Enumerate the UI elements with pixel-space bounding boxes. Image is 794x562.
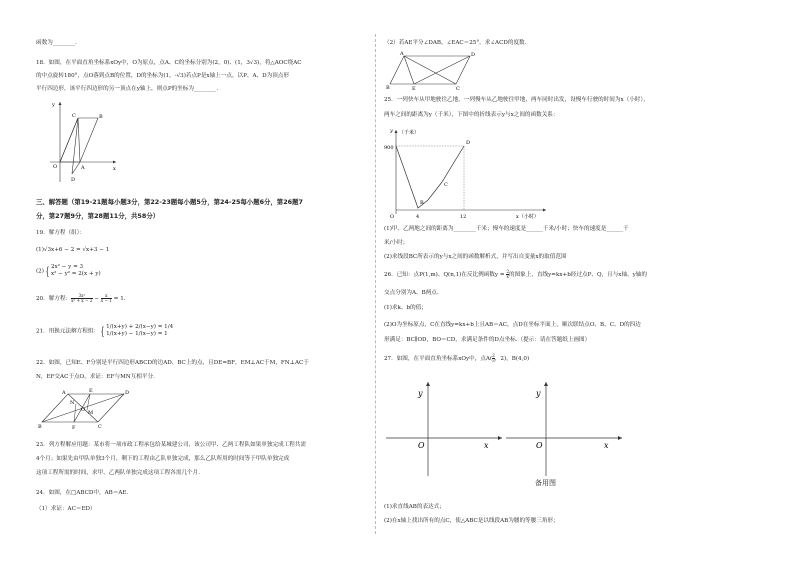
fig27-o2: O	[536, 441, 543, 450]
fig25-y: y	[390, 128, 393, 134]
q27-part1: (1)求直线AB的表达式；	[384, 504, 445, 510]
fig18-c: C	[72, 113, 76, 119]
q20-frac1-num: 3x²	[71, 294, 92, 299]
q19-title: 19．解方程（组）：	[36, 230, 86, 236]
q18-figure	[40, 100, 120, 185]
q26-post: 的图象上，直线y=kx+b经过点P、Q，且与x轴、y轴的	[508, 272, 647, 278]
q20-frac1	[71, 294, 92, 303]
q17-tail: 函数为________.	[36, 40, 77, 46]
q26-line2: 交点分别为A、B两点.	[384, 290, 439, 296]
q19-system	[51, 264, 101, 278]
q27-pre: 27．如图，在平面直角坐标系xOy中，点A(	[384, 356, 493, 362]
q26-frac-den: x	[506, 274, 509, 279]
fig18-o: O	[53, 164, 58, 170]
q26-part1: (1)求k、b的值；	[384, 305, 427, 311]
q26-part2a: (2)O为坐标原点，C在直线y=kx+b上且AB＝AC，点D在坐标平面上，顺次联结点O、B、C、D的四边	[384, 322, 641, 328]
q20-frac2-num: x	[101, 294, 112, 299]
q18-line2: 的中点旋转180°，点O落到点B的位置，D的坐标为(1，-√3)若点P是x轴上一点，以P、A、D为顶点形	[36, 73, 289, 79]
q27-post: ，2)，B(4,0)	[494, 356, 530, 362]
q27-axes	[386, 378, 626, 478]
q25-part1b: 米/小时；	[384, 240, 409, 246]
q19-brace: {	[45, 264, 50, 278]
fig18-x: x	[113, 166, 116, 172]
q21-eq1: 1/(x+y) + 2/(x−y) = 1/4	[106, 324, 174, 330]
q18-line3: 平行四边形，该平行四边形的另一顶点在y轴上，则点P的坐标为________.	[36, 86, 219, 92]
fig22-o: O	[81, 407, 86, 413]
fig25-o: O	[390, 214, 395, 220]
q25-line1: 25．一列快车从甲地驶往乙地，一列慢车从乙地驶往甲地，两车同时出发，设慢车行驶的时间为x（小时），	[384, 97, 649, 103]
q20-label: 20．解方程：	[36, 296, 72, 302]
q27-line1	[384, 354, 529, 363]
q23-line2: 4个月；如果先由甲队单独3个月，剩下的工程由乙队单独完成，那么乙队所用的时间等于甲队单独完成	[36, 456, 290, 462]
fig24-c: C	[456, 86, 460, 92]
fig27-y2: y	[536, 389, 541, 398]
q22-figure	[38, 386, 128, 430]
fig25-12: 12	[460, 214, 467, 220]
q26-line1	[384, 270, 647, 279]
q27-frac-den: 3	[492, 358, 495, 363]
q19-part1: (1)√3x+6 − 2 = √x+3 − 1	[36, 247, 110, 253]
q24-figure	[386, 50, 480, 92]
fig25-c: C	[444, 182, 448, 188]
q25-graph	[384, 124, 554, 222]
q22-line2: N，EF交AC于点O，求证：EF与MN互相平分.	[36, 374, 155, 380]
section3-line2: 分，第27题9分，第28题11分，共58分）	[36, 212, 160, 220]
q21-brace: {	[100, 324, 105, 338]
fig24-a: A	[400, 51, 404, 57]
q23-line1: 23．列方程解应用题：某市将一项市政工程承包给某城建公司，该公司甲、乙两工程队如果单独完成工程共需	[36, 442, 307, 448]
fig27-x1: x	[484, 441, 489, 450]
fig24-b: B	[386, 85, 390, 91]
fig25-x: x（小时）	[516, 214, 539, 220]
fig22-b: B	[38, 424, 42, 430]
q20-frac2	[101, 294, 112, 303]
fig25-unit: （千米）	[399, 130, 420, 136]
fig25-4: 4	[416, 214, 420, 220]
q27-part2: (2)在x轴上找出所有的点C，使△ABC是以线段AB为腰的等腰三角形；	[384, 518, 559, 524]
fig25-b: B	[420, 200, 424, 206]
fig18-d: D	[71, 177, 76, 183]
q20-minus: −	[92, 296, 101, 302]
fig18-y: y	[52, 102, 55, 108]
fig18-b: B	[99, 114, 103, 120]
fig24-e: E	[412, 86, 416, 92]
q26-pre: 26．已知：点P(1,m)、Q(n,1)在反比例函数y =	[384, 272, 507, 278]
q19-eq2: x² − y² = 2(x + y)	[50, 271, 101, 277]
q20-frac2-den: x − 1	[100, 298, 112, 303]
fig22-f: F	[72, 425, 76, 431]
q27-frac-num: 2	[492, 353, 495, 358]
fig27-y1: y	[418, 389, 423, 398]
fig22-c: C	[98, 424, 102, 430]
q21-eq2: 1/(x+y) − 1/(x−y) = 1	[106, 331, 168, 337]
fig22-a: A	[62, 390, 66, 396]
q24-line1: 24．如图，在□ABCD中，AB＝AE.	[36, 490, 129, 496]
q26-part2b: 形满足：BC∥OD，BO＝CD，求满足条件的D点坐标.（提示：请在答题纸上画图）	[384, 337, 591, 343]
fig24-d: D	[471, 52, 476, 58]
fig27-x2: x	[604, 441, 609, 450]
q24-part2: （2）若AE平分∠DAB，∠EAC＝25°，求∠ACD的度数.	[384, 40, 527, 46]
fig18-a: A	[81, 165, 85, 171]
q25-part1: (1)甲、乙两地之间的距离为________千米；慢车的速度是______千米/小时；快车的速度是______千	[384, 226, 629, 232]
q19-eq1: 2x² − y = 3	[50, 264, 84, 270]
q26-frac-num: 2	[506, 269, 509, 274]
q18-line1: 18．如图，在平面直角坐标系xOy中，O为原点，点A、C的坐标分别为(2，0)、(1，3√3)，将△AOC绕AC	[36, 60, 302, 66]
backup-figure-caption: 备用图	[535, 479, 556, 487]
q19-part2	[36, 264, 101, 278]
q25-line2: 两车之间的距离为y（千米），下图中的折线表示y与x之间的函数关系：	[384, 112, 559, 118]
q25-part2: (2)求线段BC所表示的y与x之间的函数解析式，并写出自变量x的取值范围	[384, 254, 567, 260]
q21-label: 21．用换元法解方程组：	[36, 328, 100, 335]
column-divider	[375, 34, 376, 534]
q22-line1: 22．如图，已知E、F分别是平行四边形ABCD的边AD、BC上的点，且DE=BF，EM⊥AC于M，FN⊥AC于	[36, 360, 309, 366]
q21	[36, 324, 173, 338]
fig22-n: N	[70, 400, 75, 406]
q20-frac1-den: x² + x − 2	[71, 298, 93, 303]
section3-line1: 三、解答题（第19-21题每小题3分，第22-23题每小题5分，第24-25每小题6分，第26题7	[36, 198, 303, 206]
fig27-o1: O	[418, 441, 425, 450]
fig22-d: D	[125, 390, 130, 396]
q23-line3: 这项工程所需的时间，求甲、乙两队单独完成这项工程各需几个月.	[36, 470, 200, 476]
fig22-m: M	[88, 410, 94, 416]
q19-part2-label: (2)	[36, 268, 44, 275]
fig22-e: E	[89, 388, 93, 394]
q21-system	[106, 324, 173, 338]
q20	[36, 294, 129, 303]
q20-end: = 1．	[111, 296, 130, 302]
q24-part1: （1）求证：AC＝ED）	[36, 506, 96, 512]
fig25-d: D	[466, 140, 471, 146]
fig25-900: 900	[384, 145, 394, 151]
